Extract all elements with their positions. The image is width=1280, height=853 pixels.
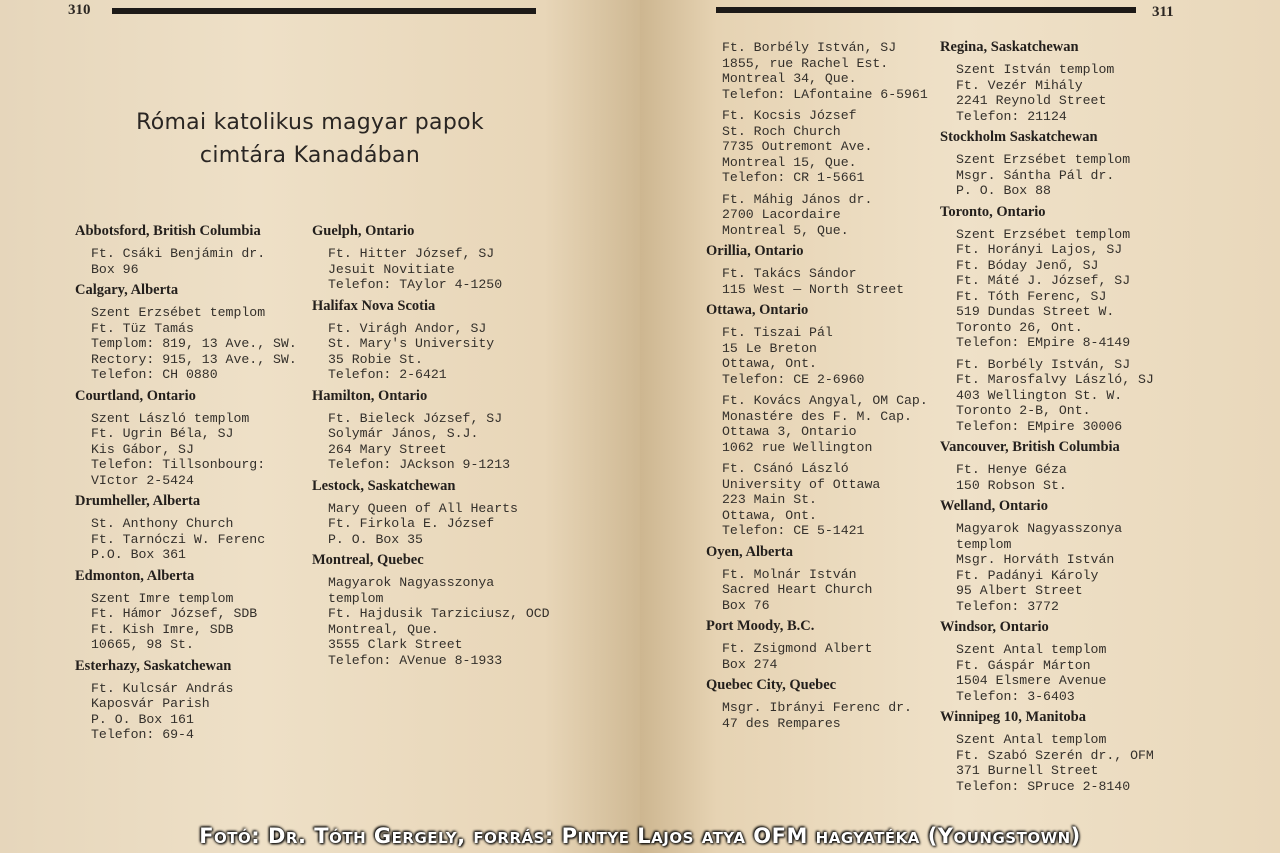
address-line: Telefon: EMpire 8-4149	[956, 335, 1131, 350]
address-block	[91, 681, 310, 743]
address-line: 1855, rue Rachel Est.	[722, 55, 889, 71]
directory-entry	[706, 242, 944, 297]
photo-credit-caption: Fotó: Dr. Tóth Gergely, forrás: Pintye Lajos atya OFM hagyatéka (Youngstown)	[199, 824, 1081, 848]
address-line: Ft. Máté J. József, SJ	[956, 273, 1131, 288]
address-line: Kis Gábor, SJ	[91, 441, 194, 457]
address-block	[956, 227, 1260, 351]
address-line: Ft. Bieleck József, SJ	[328, 410, 503, 426]
directory-entry	[706, 543, 944, 614]
address-line: Montreal 5, Que.	[722, 222, 849, 238]
left-column-1	[75, 222, 310, 747]
address-block	[722, 266, 944, 297]
address-line: Montreal 34, Que.	[722, 71, 857, 86]
address-line: VIctor 2-5424	[91, 472, 194, 488]
address-line: St. Roch Church	[722, 123, 841, 139]
address-line: P. O. Box 88	[956, 183, 1051, 198]
city-heading: Courtland, Ontario	[75, 387, 196, 404]
address-line: Telefon: 21124	[956, 108, 1067, 124]
directory-entry	[312, 477, 632, 548]
address-line: Ft. Bóday Jenő, SJ	[956, 257, 1099, 273]
address-block	[722, 393, 944, 455]
address-line: Ft. Szabó Szerén dr., OFM	[956, 747, 1154, 763]
address-line: Magyarok Nagyasszonya	[328, 575, 495, 590]
address-line: Ft. Firkola E. József	[328, 516, 495, 531]
city-heading: Esterhazy, Saskatchewan	[75, 657, 232, 674]
address-block	[328, 411, 632, 473]
address-line: Ft. Zsigmond Albert	[722, 641, 873, 656]
address-line: Ft. Tiszai Pál	[722, 325, 833, 340]
address-block	[956, 642, 1260, 704]
title-line-1: Római katolikus magyar papok	[136, 110, 484, 135]
page-number-right: 311	[1152, 4, 1174, 20]
header-rule-left	[112, 8, 536, 14]
directory-entry	[706, 617, 944, 672]
address-line: Ft. Tarnóczi W. Ferenc	[91, 531, 266, 547]
address-line: 10665, 98 St.	[91, 637, 194, 652]
address-line: Montreal 15, Que.	[722, 154, 857, 170]
address-block	[91, 411, 310, 489]
address-line: Ft. Gáspár Márton	[956, 657, 1091, 673]
address-line: 3555 Clark Street	[328, 637, 463, 652]
address-line: Ottawa, Ont.	[722, 356, 817, 371]
address-block	[956, 732, 1260, 794]
address-line: 264 Mary Street	[328, 441, 447, 457]
address-block	[722, 700, 944, 731]
address-line: Telefon: CR 1-5661	[722, 170, 865, 185]
address-line: Ft. Molnár István	[722, 566, 857, 582]
address-line: 150 Robson St.	[956, 477, 1067, 493]
address-line: Ft. Padányi Károly	[956, 567, 1099, 583]
address-block	[91, 246, 310, 277]
address-line: Ft. Hajdusik Tarziciusz, OCD	[328, 606, 550, 621]
right-page	[640, 0, 1280, 853]
address-line: Box 76	[722, 597, 770, 613]
address-line: templom	[328, 590, 384, 606]
address-block	[328, 501, 632, 548]
address-block	[91, 516, 310, 563]
directory-entry	[312, 297, 632, 383]
address-line: Ft. Csánó László	[722, 461, 849, 476]
address-line: Telefon: EMpire 30006	[956, 418, 1123, 434]
address-block	[956, 357, 1260, 435]
city-heading: Toronto, Ontario	[940, 203, 1046, 220]
address-line: Ft. Ugrin Béla, SJ	[91, 426, 234, 441]
address-line: Ft. Tüz Tamás	[91, 320, 194, 336]
directory-entry	[75, 387, 310, 489]
address-block	[328, 575, 632, 668]
city-heading: Winnipeg 10, Manitoba	[940, 709, 1086, 725]
address-line: 519 Dundas Street W.	[956, 304, 1115, 319]
address-line: 95 Albert Street	[956, 583, 1083, 598]
address-line: Ft. Kish Imre, SDB	[91, 621, 234, 637]
directory-entry	[940, 618, 1260, 704]
address-line: Szent Erzsébet templom	[956, 152, 1131, 167]
address-block	[722, 567, 944, 614]
address-line: Msgr. Sántha Pál dr.	[956, 167, 1115, 183]
address-line: Ft. Borbély István, SJ	[956, 356, 1131, 372]
directory-entry	[706, 301, 944, 539]
address-line: University of Ottawa	[722, 476, 881, 492]
address-line: Montreal, Que.	[328, 621, 439, 637]
address-line: Ft. Takács Sándor	[722, 266, 857, 281]
address-line: 2241 Reynold Street	[956, 93, 1107, 108]
address-block	[956, 152, 1260, 199]
address-line: Telefon: CE 5-1421	[722, 523, 865, 538]
city-heading: Oyen, Alberta	[706, 543, 793, 560]
address-line: Szent Erzsébet templom	[91, 305, 266, 320]
address-line: Rectory: 915, 13 Ave., SW.	[91, 351, 297, 367]
city-heading: Edmonton, Alberta	[75, 567, 195, 584]
address-line: Ft. Kocsis József	[722, 108, 857, 123]
address-block	[722, 108, 944, 186]
directory-entry	[940, 438, 1260, 493]
address-line: Ft. Hitter József, SJ	[328, 246, 495, 261]
address-line: 35 Robie St.	[328, 351, 423, 367]
address-line: Ft. Vezér Mihály	[956, 77, 1083, 93]
city-heading: Welland, Ontario	[940, 498, 1048, 514]
address-line: Szent Antal templom	[956, 732, 1107, 747]
address-line: Msgr. Ibrányi Ferenc dr.	[722, 700, 912, 715]
city-heading: Stockholm Saskatchewan	[940, 129, 1098, 145]
page-title	[100, 106, 520, 172]
directory-entry	[706, 40, 944, 238]
address-line: Sacred Heart Church	[722, 582, 873, 597]
directory-entry	[940, 708, 1260, 794]
address-line: Szent Antal templom	[956, 642, 1107, 657]
title-line-2: cimtára Kanadában	[199, 143, 421, 168]
address-block	[722, 641, 944, 672]
address-line: Kaposvár Parish	[91, 696, 210, 711]
address-block	[91, 591, 310, 653]
directory-entry	[312, 551, 632, 668]
directory-entry	[312, 222, 632, 293]
address-line: Toronto 26, Ont.	[956, 319, 1083, 335]
directory-entry	[940, 128, 1260, 199]
address-block	[328, 321, 632, 383]
city-heading: Hamilton, Ontario	[312, 387, 428, 404]
city-heading: Quebec City, Quebec	[706, 677, 837, 693]
address-block	[956, 521, 1260, 614]
address-line: 371 Burnell Street	[956, 763, 1099, 778]
address-line: Mary Queen of All Hearts	[328, 500, 518, 516]
directory-entry	[940, 38, 1260, 124]
directory-entry	[75, 567, 310, 653]
address-line: Ft. Borbély István, SJ	[722, 40, 897, 55]
address-line: Templom: 819, 13 Ave., SW.	[91, 336, 297, 351]
city-heading: Ottawa, Ontario	[706, 302, 809, 318]
address-line: Telefon: 69-4	[91, 727, 194, 742]
address-line: Telefon: Tillsonbourg:	[91, 457, 266, 472]
right-column-2	[940, 38, 1260, 798]
address-line: 47 des Rempares	[722, 715, 841, 731]
address-line: 1062 rue Wellington	[722, 439, 873, 455]
address-line: P. O. Box 161	[91, 711, 194, 727]
left-column-2	[312, 222, 632, 672]
directory-entry	[940, 497, 1260, 614]
city-heading: Calgary, Alberta	[75, 282, 179, 298]
address-line: Telefon: TAylor 4-1250	[328, 277, 503, 292]
city-heading: Guelph, Ontario	[312, 223, 415, 239]
right-column-1	[706, 34, 944, 735]
directory-entry	[312, 387, 632, 473]
address-block	[956, 62, 1260, 124]
directory-entry	[75, 492, 310, 563]
address-line: St. Mary's University	[328, 336, 495, 351]
address-line: Ft. Henye Géza	[956, 462, 1067, 477]
address-line: Solymár János, S.J.	[328, 426, 479, 441]
address-line: Box 274	[722, 656, 778, 672]
address-line: Toronto 2-B, Ont.	[956, 403, 1091, 418]
address-line: 2700 Lacordaire	[722, 207, 841, 222]
address-block	[722, 192, 944, 239]
address-line: Ft. Kulcsár András	[91, 680, 234, 696]
address-line: Monastére des F. M. Cap.	[722, 408, 912, 424]
address-block	[722, 40, 944, 102]
address-line: Ottawa, Ont.	[722, 507, 817, 523]
city-heading: Orillia, Ontario	[706, 243, 804, 259]
header-rule-right	[716, 7, 1136, 13]
address-line: Ft. Horányi Lajos, SJ	[956, 242, 1123, 257]
city-heading: Drumheller, Alberta	[75, 493, 201, 509]
address-line: 223 Main St.	[722, 492, 817, 507]
address-block	[328, 246, 632, 293]
address-line: Ottawa 3, Ontario	[722, 424, 857, 439]
city-heading: Windsor, Ontario	[940, 619, 1049, 635]
city-heading: Montreal, Quebec	[312, 552, 424, 568]
address-line: 115 West — North Street	[722, 281, 905, 297]
address-line: Telefon: AVenue 8-1933	[328, 652, 503, 668]
address-block	[722, 461, 944, 539]
city-heading: Regina, Saskatchewan	[940, 39, 1079, 55]
address-line: Telefon: SPruce 2-8140	[956, 778, 1131, 794]
address-line: Ft. Marosfalvy László, SJ	[956, 372, 1154, 387]
address-block	[91, 305, 310, 383]
address-line: Ft. Virágh Andor, SJ	[328, 320, 487, 336]
address-line: Jesuit Novitiate	[328, 261, 455, 277]
address-block	[956, 462, 1260, 493]
address-line: St. Anthony Church	[91, 516, 234, 531]
address-line: 7735 Outremont Ave.	[722, 139, 873, 154]
address-line: Telefon: LAfontaine 6-5961	[722, 86, 928, 102]
city-heading: Abbotsford, British Columbia	[75, 223, 261, 239]
address-line: 1504 Elsmere Avenue	[956, 673, 1107, 688]
address-line: Szent László templom	[91, 410, 250, 426]
city-heading: Vancouver, British Columbia	[940, 439, 1120, 455]
address-line: 403 Wellington St. W.	[956, 387, 1123, 403]
address-line: Ft. Tóth Ferenc, SJ	[956, 288, 1107, 304]
city-heading: Port Moody, B.C.	[706, 618, 815, 634]
address-line: templom	[956, 536, 1012, 552]
directory-entry	[940, 203, 1260, 435]
address-block	[722, 325, 944, 387]
address-line: Telefon: CE 2-6960	[722, 371, 865, 387]
directory-entry	[706, 676, 944, 731]
address-line: Ft. Kovács Angyal, OM Cap.	[722, 393, 928, 408]
address-line: Telefon: 3772	[956, 598, 1059, 614]
address-line: Msgr. Horváth István	[956, 552, 1115, 567]
address-line: Ft. Csáki Benjámin dr.	[91, 246, 266, 261]
page-number-left: 310	[68, 2, 91, 18]
address-line: Telefon: CH 0880	[91, 367, 218, 382]
address-line: Szent Erzsébet templom	[956, 226, 1131, 242]
address-line: Szent István templom	[956, 62, 1115, 77]
directory-entry	[75, 281, 310, 383]
address-line: 15 Le Breton	[722, 340, 817, 356]
address-line: Ft. Hámor József, SDB	[91, 606, 258, 621]
address-line: Magyarok Nagyasszonya	[956, 521, 1123, 536]
address-line: Box 96	[91, 261, 139, 277]
directory-entry	[75, 222, 310, 277]
address-line: Szent Imre templom	[91, 590, 234, 606]
address-line: Telefon: 3-6403	[956, 688, 1075, 704]
address-line: P.O. Box 361	[91, 547, 186, 562]
address-line: Ft. Máhig János dr.	[722, 191, 873, 207]
city-heading: Lestock, Saskatchewan	[312, 477, 456, 494]
address-line: P. O. Box 35	[328, 531, 423, 547]
city-heading: Halifax Nova Scotia	[312, 297, 436, 314]
address-line: Telefon: 2-6421	[328, 367, 447, 382]
directory-entry	[75, 657, 310, 743]
address-line: Telefon: JAckson 9-1213	[328, 457, 511, 472]
